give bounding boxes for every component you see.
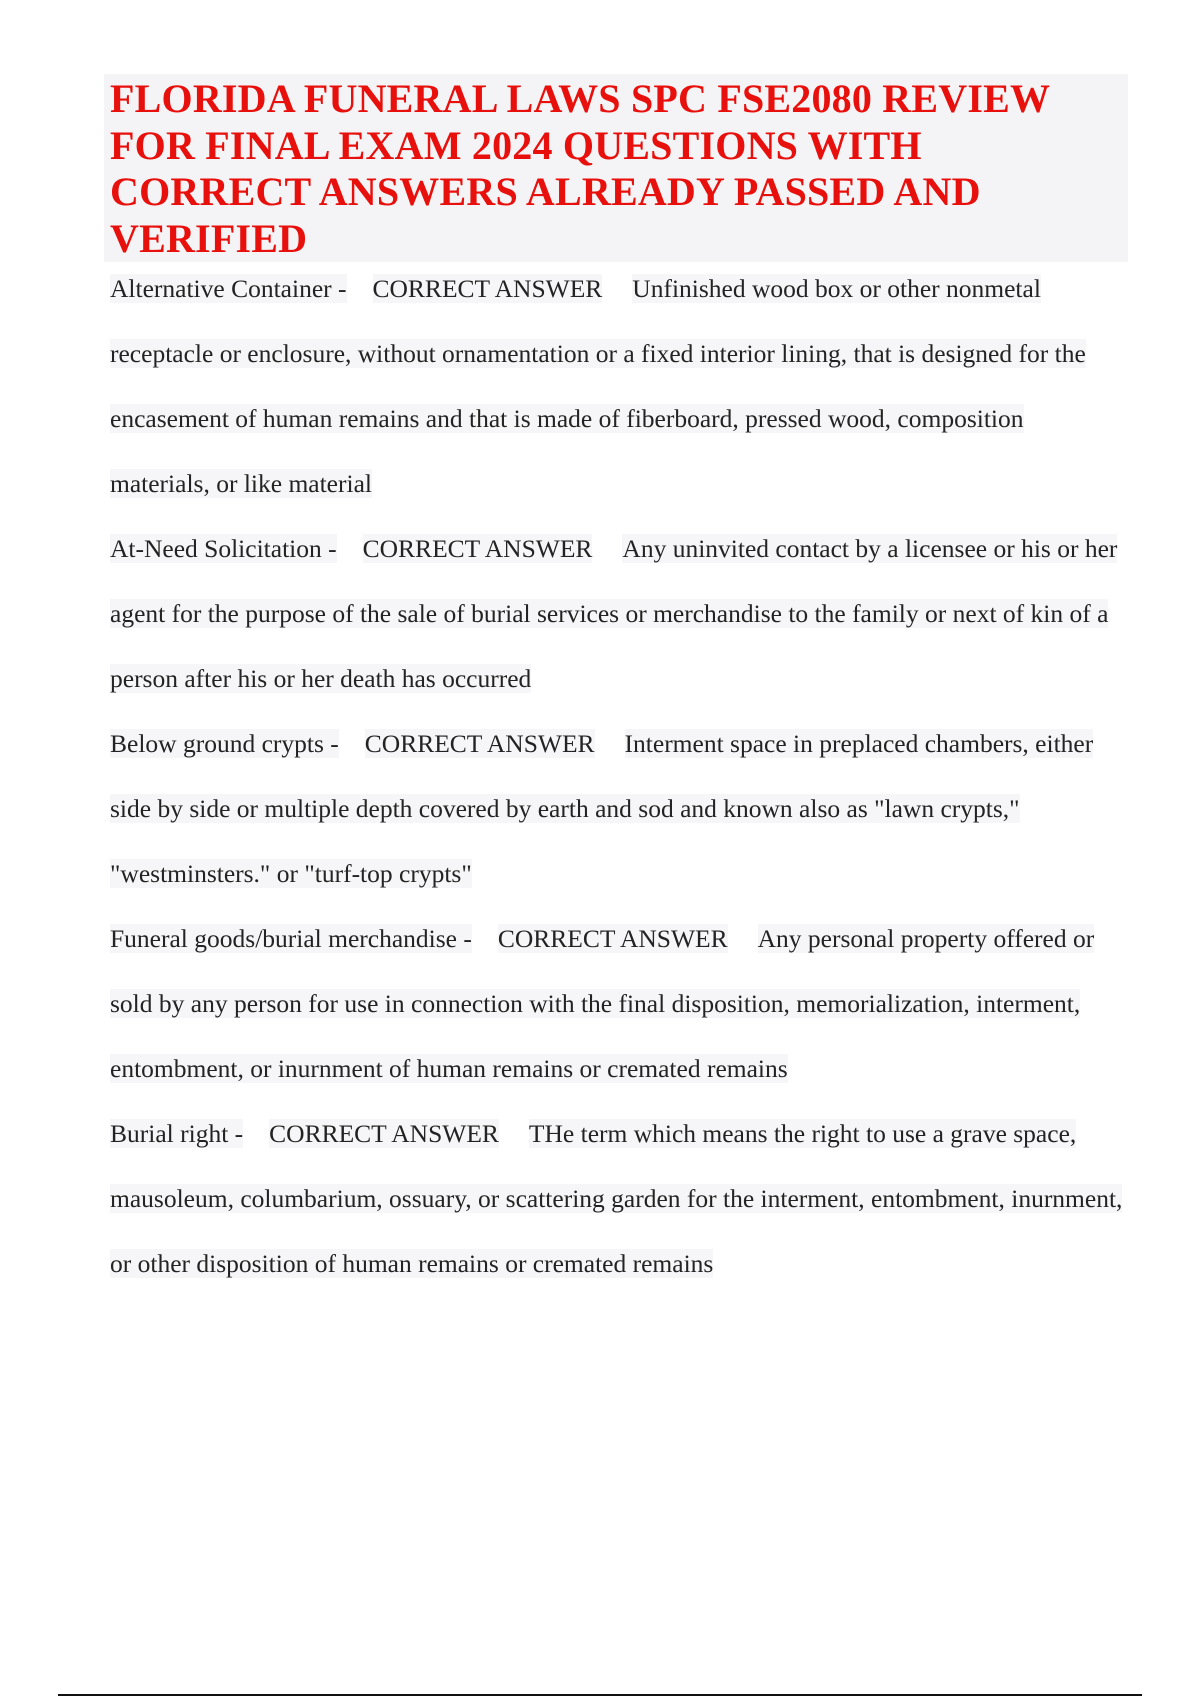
title-block (104, 74, 1128, 262)
entry-definition: Any uninvited contact by a licensee or his or her agent for the purpose of the sale of burial services or merchandise to the family or next of kin of a person after his or her death has occurred (110, 534, 1118, 693)
document-title: FLORIDA FUNERAL LAWS SPC FSE2080 REVIEW FOR FINAL EXAM 2024 QUESTIONS WITH CORRECT ANSWERS ALREADY PASSED AND VERIFIED (110, 76, 1050, 261)
footer-divider (58, 1694, 1142, 1696)
entry-definition: THe term which means the right to use a grave space, mausoleum, columbarium, ossuary, or scattering garden for the interment, entombment, inurnment, or other disposition of human remains or cremated remains (110, 1119, 1123, 1278)
entry-term: Below ground crypts - (110, 729, 339, 758)
entry-term: Burial right - (110, 1119, 244, 1148)
entry-answer-label: CORRECT ANSWER (362, 534, 593, 563)
entry-list (110, 256, 1125, 1296)
entry-term: At-Need Solicitation - (110, 534, 337, 563)
entry-term: Alternative Container - (110, 274, 347, 303)
entry-definition: Interment space in preplaced chambers, either side by side or multiple depth covered by earth and sod and known also as "lawn crypts," "westminsters." or "turf-top crypts" (110, 729, 1094, 888)
entry-item (110, 906, 1125, 1101)
entry-item (110, 256, 1125, 516)
entry-definition: Any personal property offered or sold by any person for use in connection with the final disposition, memorialization, interment, entombment, or inurnment of human remains or cremated remains (110, 924, 1095, 1083)
entry-answer-label: CORRECT ANSWER (372, 274, 603, 303)
entry-item (110, 1101, 1125, 1296)
entry-item (110, 516, 1125, 711)
entry-answer-label: CORRECT ANSWER (269, 1119, 499, 1148)
entry-item (110, 711, 1125, 906)
entry-answer-label: CORRECT ANSWER (497, 924, 728, 953)
entry-answer-label: CORRECT ANSWER (364, 729, 595, 758)
entry-term: Funeral goods/burial merchandise - (110, 924, 472, 953)
entry-definition: Unfinished wood box or other nonmetal receptacle or enclosure, without ornamentation or a fixed interior lining, that is designed for the encasement of human remains and that is made of fiberboard, pressed wood, composition materials, or like material (110, 274, 1086, 498)
